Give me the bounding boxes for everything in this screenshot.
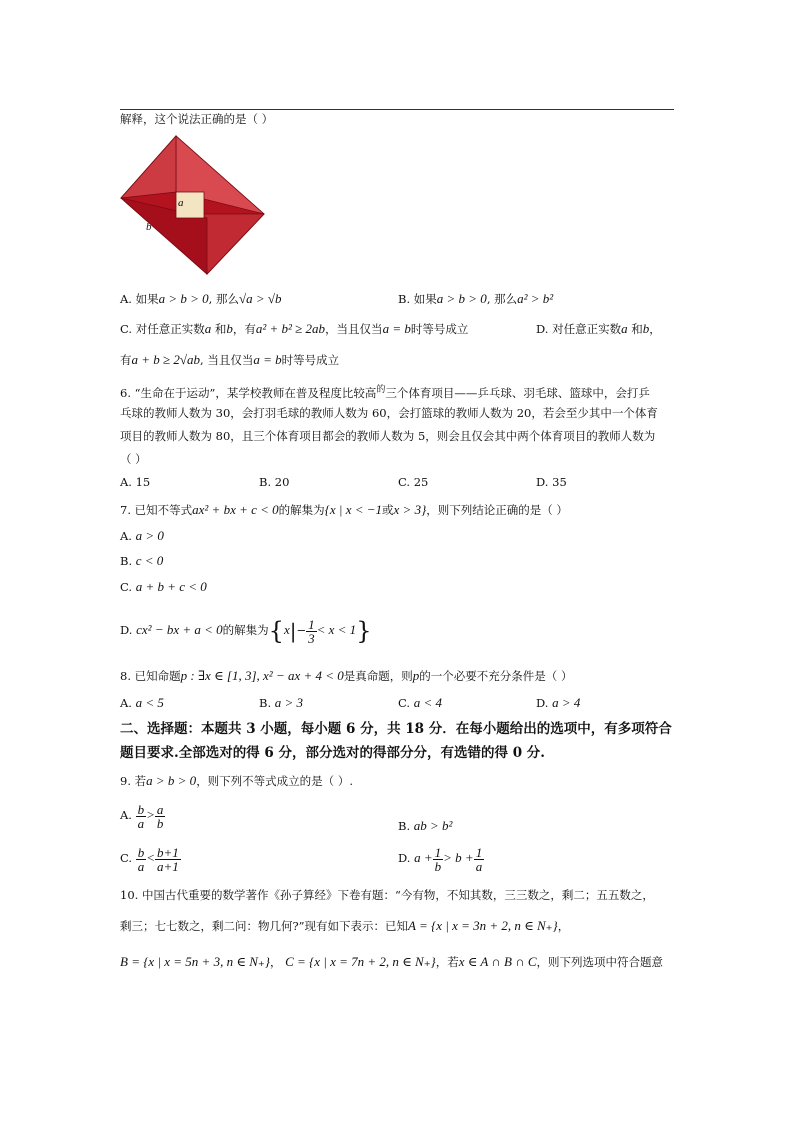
q10-line1: 10. 中国古代重要的数学著作《孙子算经》下卷有题：“今有物，不知其数，三三数之，剩二；五五数之， [120, 888, 654, 902]
q8-option-b: B. a > 3 [259, 695, 304, 710]
q8-option-c: C. a < 4 [398, 695, 442, 710]
q10-line2: 剩三；七七数之，剩二问：物几何?”现有如下表示：已知A = {x | x = 3n + 2, n ∈ N₊}， [120, 918, 570, 933]
header-rule [120, 109, 674, 110]
figure-label-a: a [178, 197, 184, 209]
q7-option-a: A. a > 0 [120, 528, 164, 543]
q8-stem: 8. 已知命题p : ∃x ∈ [1, 3], x² − ax + 4 < 0是真命题，则p的一个必要不充分条件是（ ） [120, 668, 573, 683]
section2-line2: 题目要求.全部选对的得 6 分，部分选对的得部分分，有选错的得 0 分. [120, 745, 545, 761]
q6-paren: （ ） [120, 452, 147, 466]
q7-option-c: C. a + b + c < 0 [120, 579, 207, 594]
intro-text: 解释，这个说法正确的是（ ） [120, 112, 274, 126]
q10-line3: B = {x | x = 5n + 3, n ∈ N₊}， C = {x | x = 7n + 2, n ∈ N₊}，若x ∈ A ∩ B ∩ C，则下列选项中符合题意 [120, 954, 664, 969]
q9-stem: 9. 若a > b > 0，则下列不等式成立的是（ ）. [120, 773, 353, 788]
pythagoras-figure [118, 132, 268, 278]
q6-line2: 乓球的教师人数为 30，会打羽毛球的教师人数为 60，会打篮球的教师人数为 20，若会至少其中一个体育 [120, 406, 658, 420]
q7-option-d: D. cx² − bx + a < 0的解集为{x|− $\frac{1}{3}$ < x < 1} [120, 616, 372, 646]
q6-option-b: B. 20 [259, 475, 290, 489]
q6-line1: 6. “生命在于运动”，某学校教师在普及程度比较高$^的$三个体育项目——乒乓球、羽毛球、篮球中，会打乒 [120, 385, 650, 400]
figure-label-b: b [146, 221, 152, 233]
q6-option-d: D. 35 [536, 475, 567, 489]
q6-option-a: A. 15 [120, 475, 151, 489]
q9-option-b: B. ab > b² [398, 818, 453, 833]
q5-option-b: B. 如果a > b > 0, 那么a² > b² [398, 291, 554, 306]
q5-option-d-cont: 有a + b ≥ 2√ab, 当且仅当a = b时等号成立 [120, 352, 340, 367]
q9-option-d: D. a + $\frac{1}{b}$ > b + $\frac{1}{a}$ [398, 844, 483, 874]
q6-option-c: C. 25 [398, 475, 429, 489]
q5-option-c: C. 对任意正实数a 和b，有a² + b² ≥ 2ab，当且仅当a = b时等号成立 [120, 321, 469, 336]
q5-option-d: D. 对任意正实数a 和b， [536, 321, 661, 336]
q9-option-a: A. $\frac{b}{a}$ > $\frac{a}{b}$ [120, 801, 164, 831]
q7-stem: 7. 已知不等式ax² + bx + c < 0的解集为{x | x < −1或x > 3}，则下列结论正确的是（ ） [120, 502, 568, 517]
q5-option-a: A. 如果a > b > 0, 那么√a > √b [120, 291, 282, 306]
q7-d-frac: $\frac{1}{3}$ [308, 616, 315, 646]
q7-option-b: B. c < 0 [120, 553, 164, 568]
q8-option-a: A. a < 5 [120, 695, 164, 710]
section2-line1: 二、选择题：本题共 3 小题，每小题 6 分，共 18 分．在每小题给出的选项中，有多项符合 [120, 721, 672, 737]
figure-triangle-left [121, 136, 176, 198]
q9-option-c: C. $\frac{b}{a}$ < $\frac{b+1}{a+1}$ [120, 844, 179, 874]
figure-triangle-right [204, 214, 264, 274]
q6-line3: 项目的教师人数为 80，且三个体育项目都会的教师人数为 5，则会且仅会其中两个体育项目的教师人数为 [120, 429, 656, 443]
q8-option-d: D. a > 4 [536, 695, 581, 710]
